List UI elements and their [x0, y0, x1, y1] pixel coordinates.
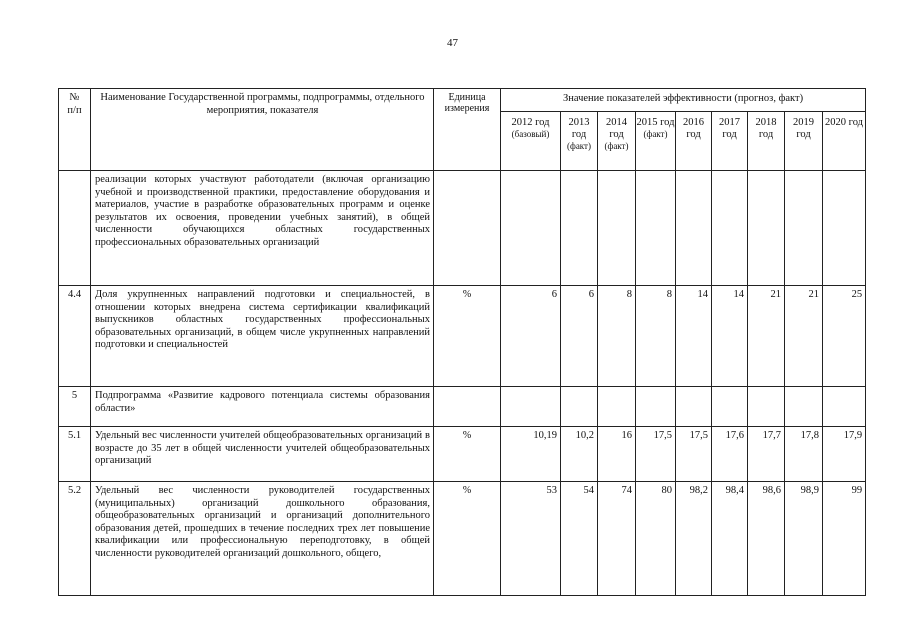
row-value: 54	[561, 482, 598, 596]
year-label: 2014 год	[606, 117, 627, 140]
row-value	[748, 387, 785, 427]
row-unit: %	[434, 427, 501, 482]
row-value	[598, 387, 636, 427]
row-unit	[434, 171, 501, 286]
year-label: 2012 год	[511, 117, 550, 128]
table-row	[59, 286, 866, 387]
row-value: 21	[748, 286, 785, 387]
row-value: 16	[598, 427, 636, 482]
header-year-2012	[501, 112, 561, 171]
table-row	[59, 387, 866, 427]
year-label: 2015 год	[636, 117, 675, 128]
header-name	[91, 89, 434, 171]
row-value: 98,2	[676, 482, 712, 596]
row-value: 98,6	[748, 482, 785, 596]
row-value: 8	[598, 286, 636, 387]
row-value	[785, 387, 823, 427]
row-value: 14	[676, 286, 712, 387]
row-unit: %	[434, 286, 501, 387]
row-value	[823, 387, 866, 427]
row-unit: %	[434, 482, 501, 596]
year-label: 2016 год	[683, 117, 704, 140]
row-value	[785, 171, 823, 286]
header-year-2014	[598, 112, 636, 171]
row-value	[712, 171, 748, 286]
row-value: 80	[636, 482, 676, 596]
row-num: 5.2	[59, 482, 91, 596]
header-year-2015	[636, 112, 676, 171]
year-label: 2013 год	[568, 117, 590, 140]
row-value: 14	[712, 286, 748, 387]
row-value: 25	[823, 286, 866, 387]
row-value: 17,5	[636, 427, 676, 482]
row-value	[712, 387, 748, 427]
row-value: 10,2	[561, 427, 598, 482]
row-name: Подпрограмма «Развитие кадрового потенциала системы образования области»	[91, 387, 434, 427]
row-value: 17,6	[712, 427, 748, 482]
row-value	[561, 387, 598, 427]
row-value: 6	[561, 286, 598, 387]
row-num: 5	[59, 387, 91, 427]
row-value: 98,9	[785, 482, 823, 596]
row-value: 53	[501, 482, 561, 596]
row-name: Доля укрупненных направлений подготовки и специальностей, в отношении которых внедрена система сертификации квалификаций выпускников областных государственных профессиональных образовательных организаций, в общем числе укрупненных направлений подготовки и специальностей	[91, 286, 434, 387]
header-year-2017	[712, 112, 748, 171]
row-value: 74	[598, 482, 636, 596]
row-value	[676, 387, 712, 427]
row-value	[598, 171, 636, 286]
year-label: 2018 год	[755, 117, 777, 140]
header-year-2013	[561, 112, 598, 171]
header-row-1	[59, 89, 866, 112]
table-row	[59, 482, 866, 596]
row-value: 17,9	[823, 427, 866, 482]
year-label: 2019 год	[793, 117, 814, 140]
table-row	[59, 427, 866, 482]
row-name: Удельный вес численности руководителей государственных (муниципальных) организаций дошкольного образования, общеобразовательных организаций и организаций дополнительного образования детей, прошедших в течение последних трех лет повышение квалификации или профессиональную переподготовку, в общей численности руководителей организаций дошкольного, общего,	[91, 482, 434, 596]
row-value: 8	[636, 286, 676, 387]
row-value	[636, 387, 676, 427]
row-value: 17,7	[748, 427, 785, 482]
header-unit	[434, 89, 501, 171]
header-year-2019	[785, 112, 823, 171]
header-num	[59, 89, 91, 171]
row-value: 99	[823, 482, 866, 596]
indicators-table	[58, 88, 866, 596]
row-value	[823, 171, 866, 286]
row-value: 10,19	[501, 427, 561, 482]
year-sub-label: (базовый)	[511, 129, 550, 139]
header-num-label: № п/п	[67, 92, 82, 116]
row-num: 5.1	[59, 427, 91, 482]
row-value	[748, 171, 785, 286]
row-value	[676, 171, 712, 286]
row-num	[59, 171, 91, 286]
year-sub-label: (факт)	[566, 141, 591, 151]
header-unit-label: Единица измерения	[444, 92, 490, 114]
row-value	[501, 171, 561, 286]
table-row	[59, 171, 866, 286]
header-values-group	[501, 89, 866, 112]
row-value: 98,4	[712, 482, 748, 596]
row-value	[561, 171, 598, 286]
row-num: 4.4	[59, 286, 91, 387]
row-value: 17,8	[785, 427, 823, 482]
header-name-label: Наименование Государственной программы, подпрограммы, отдельного мероприятия, показателя	[100, 92, 425, 116]
row-value: 6	[501, 286, 561, 387]
header-year-2020	[823, 112, 866, 171]
year-sub-label: (факт)	[604, 141, 629, 151]
header-year-2018	[748, 112, 785, 171]
row-value	[636, 171, 676, 286]
year-label: 2017 год	[719, 117, 740, 140]
row-value	[501, 387, 561, 427]
row-name: Удельный вес численности учителей общеобразовательных организаций в возрасте до 35 лет в общей численности учителей общеобразовательных организаций	[91, 427, 434, 482]
header-values-label: Значение показателей эффективности (прогноз, факт)	[562, 93, 804, 104]
row-unit	[434, 387, 501, 427]
row-value: 17,5	[676, 427, 712, 482]
header-year-2016	[676, 112, 712, 171]
year-sub-label: (факт)	[643, 129, 668, 139]
year-label: 2020 год	[825, 117, 864, 128]
row-value: 21	[785, 286, 823, 387]
page-number: 47	[447, 37, 458, 49]
row-name: реализации которых участвуют работодатели (включая организацию учебной и производственной практики, предоставление оборудования и материалов, участие в разработке образовательных программ и оценке результатов их освоения, проведении учебных занятий), в общей численности обучающихся областных государственных профессиональных образовательных организаций	[91, 171, 434, 286]
